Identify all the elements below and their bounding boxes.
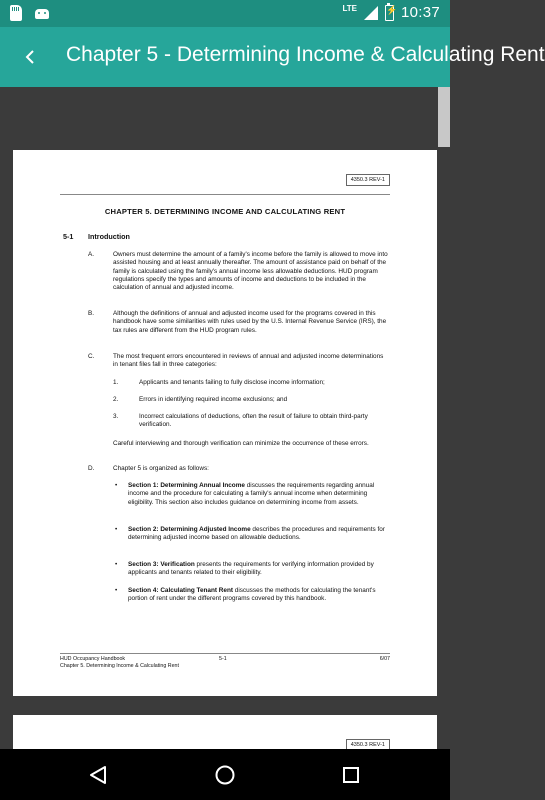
bullet-icon: •: [115, 526, 118, 533]
error-number: 3.: [113, 413, 119, 420]
navigation-bar: [0, 749, 450, 800]
pdf-viewer[interactable]: [0, 87, 450, 749]
item-paragraph: The most frequent errors encountered in reviews of annual and adjusted income determinations in tenant files fall in three categories:: [113, 353, 384, 369]
footer-date: 6/07: [379, 656, 390, 662]
section-summary: Section 2: Determining Adjusted Income describes the procedures and requirements for determining adjusted income based on allowable deductions.: [128, 526, 385, 542]
pdf-page: [13, 150, 437, 696]
section-summary: Section 3: Verification presents the requirements for verifying information provided by applicants and tenants related to their eligibility.: [128, 561, 374, 577]
careful-paragraph: Careful interviewing and thorough verification can minimize the occurrence of these errors.: [113, 440, 369, 447]
android-icon: [34, 5, 50, 21]
bullet-icon: •: [115, 587, 118, 594]
item-paragraph: Chapter 5 is organized as follows:: [113, 465, 209, 472]
scrollbar-thumb[interactable]: [438, 87, 450, 147]
doc-id: 4350.3 REV-1: [346, 174, 390, 186]
item-paragraph: Owners must determine the amount of a family's income before the family is allowed to move into assisted housing and at least annually thereafter. The amount of assistance paid on behalf of the family is calculated using the family's annual income less allowable deductions. HUD program regulations specify the types and amounts of income and deductions to be included in the calculation of annual and adjusted income.: [113, 251, 388, 292]
bullet-icon: •: [115, 482, 118, 489]
bullet-icon: •: [115, 561, 118, 568]
nav-recents-button[interactable]: [338, 762, 364, 788]
footer-left: HUD Occupancy Handbook Chapter 5. Determining Income & Calculating Rent: [60, 656, 179, 669]
error-number: 1.: [113, 379, 119, 386]
back-arrow-icon: [22, 49, 38, 65]
triangle-back-icon: [87, 764, 109, 786]
item-letter: B.: [88, 310, 95, 317]
error-text: Incorrect calculations of deductions, often the result of failure to obtain third-party verification.: [139, 413, 368, 429]
circle-home-icon: [214, 764, 236, 786]
section-title: Introduction: [88, 232, 130, 241]
square-recents-icon: [340, 764, 362, 786]
nav-back-button[interactable]: [85, 762, 111, 788]
section-summary: Section 1: Determining Annual Income discusses the requirements regarding annual income and the procedure for calculating a family's annual income when determining eligibility. This section also includes guidance on determining income from assets.: [128, 482, 375, 506]
section-summary: Section 4: Calculating Tenant Rent discusses the methods for calculating the tenant's portion of rent under the different programs covered by this handbook.: [128, 587, 376, 603]
status-bar: [0, 0, 450, 27]
battery-charging-icon: [385, 5, 394, 21]
sd-card-icon: [10, 5, 22, 21]
page-number: 5-1: [219, 656, 227, 662]
signal-icon: [364, 6, 378, 20]
error-text: Applicants and tenants failing to fully disclose income information;: [139, 379, 325, 386]
error-number: 2.: [113, 396, 119, 403]
app-title: Chapter 5 - Determining Income & Calculating Rent: [66, 43, 545, 66]
item-letter: C.: [88, 353, 95, 360]
item-letter: A.: [88, 251, 95, 258]
chapter-title: CHAPTER 5. DETERMINING INCOME AND CALCULATING RENT: [104, 207, 346, 216]
back-button[interactable]: [14, 41, 46, 73]
item-paragraph: Although the definitions of annual and adjusted income used for the programs covered in this handbook have some similarities with rules used by the U.S. Internal Revenue Service (IRS), the tax rules are different from the HUD program rules.: [113, 310, 387, 334]
app-bar: [0, 27, 545, 87]
nav-home-button[interactable]: [212, 762, 238, 788]
header-rule: [60, 194, 390, 195]
error-text: Errors in identifying required income exclusions; and: [139, 396, 288, 403]
network-type: LTE: [342, 3, 357, 13]
doc-id: 4350.3 REV-1: [346, 739, 390, 751]
item-letter: D.: [88, 465, 95, 472]
footer-rule: [60, 653, 390, 654]
section-number: 5-1: [63, 232, 74, 241]
clock: 10:37: [400, 4, 440, 21]
